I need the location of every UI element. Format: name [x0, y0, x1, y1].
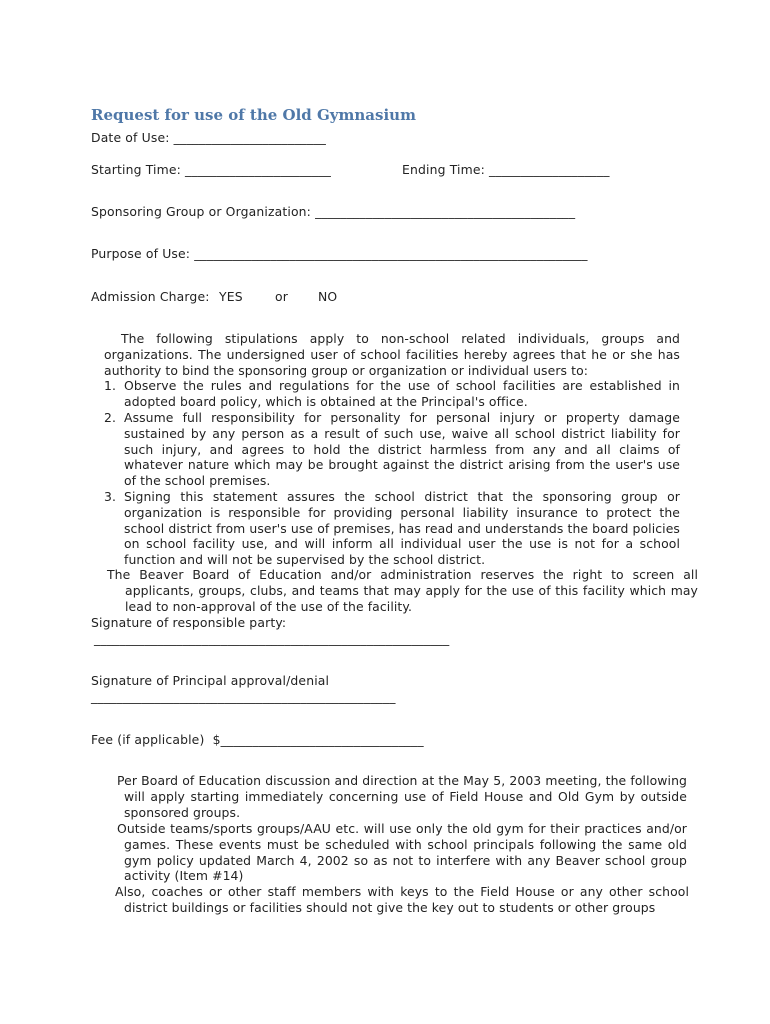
stipulation-item-3 — [104, 489, 680, 568]
stipulation-number: 3. — [104, 489, 117, 504]
note-text: Outside teams/sports groups/AAU etc. will use only the old gym for their practices and/or games. These events must be scheduled with school principals following the same old gym policy updated March 4, 2002 so as not to interfere with any Beaver school group activity (Item #14) — [117, 821, 687, 884]
note-keys — [115, 884, 689, 916]
admission-yes-option: YES — [219, 289, 243, 304]
note-board-discussion — [117, 773, 687, 820]
ending-time-field: Ending Time: ___________________ — [402, 162, 610, 177]
admission-or-text: or — [275, 289, 288, 304]
reserve-right-paragraph — [107, 567, 698, 614]
admission-charge-label: Admission Charge: — [91, 289, 210, 304]
admission-no-option: NO — [318, 289, 338, 304]
stipulation-item-1 — [104, 378, 680, 410]
stipulation-text: Assume full responsibility for personality for personal injury or property damage sustained by any person as a result of such use, waive all school district liability for such injury, and agrees to hold the district harmless from any and all claims of whatever nature which may be brought against the district arising from the user's use of the school premises. — [124, 410, 680, 489]
responsible-signature-label: Signature of responsible party: — [91, 615, 287, 630]
principal-signature-label: Signature of Principal approval/denial — [91, 673, 330, 688]
date-of-use-field: Date of Use: ________________________ — [91, 130, 326, 145]
stipulation-number: 2. — [104, 410, 117, 425]
fee-field: Fee (if applicable) $________________________________ — [91, 732, 424, 747]
stipulation-text: Signing this statement assures the school district that the sponsoring group or organization is responsible for providing personal liability insurance to protect the school district from user's use of premises, has read and understands the board policies on school facility use, and will inform all individual user the use is not for a school function and will not be supervised by the school district. — [124, 489, 680, 568]
stipulations-intro — [104, 331, 680, 378]
stipulation-item-2 — [104, 410, 680, 489]
note-outside-teams — [117, 821, 687, 884]
principal-signature-line: ________________________________________________ — [91, 689, 396, 704]
purpose-of-use-field: Purpose of Use: ______________________________________________________________ — [91, 246, 588, 261]
stipulation-text: Observe the rules and regulations for the use of school facilities are established in adopted board policy, which is obtained at the Principal's office. — [124, 378, 680, 409]
note-text: Per Board of Education discussion and direction at the May 5, 2003 meeting, the following will apply starting immediately concerning use of Field House and Old Gym by outside sponsored groups. — [117, 773, 687, 820]
responsible-signature-line: ________________________________________________________ — [94, 631, 450, 646]
form-title: Request for use of the Old Gymnasium — [91, 106, 416, 124]
starting-time-field: Starting Time: _______________________ — [91, 162, 331, 177]
note-text: Also, coaches or other staff members with keys to the Field House or any other school district buildings or facilities should not give the key out to students or other groups — [115, 884, 689, 915]
stipulation-number: 1. — [104, 378, 117, 393]
reserve-right-text: The Beaver Board of Education and/or administration reserves the right to screen all applicants, groups, clubs, and teams that may apply for the use of this facility which may lead to non-approval of the use of the facility. — [107, 567, 698, 614]
stipulations-intro-text: The following stipulations apply to non-school related individuals, groups and organizations. The undersigned user of school facilities hereby agrees that he or she has authority to bind the sponsoring group or organization or individual users to: — [104, 331, 680, 378]
sponsoring-group-field: Sponsoring Group or Organization: _________________________________________ — [91, 204, 576, 219]
